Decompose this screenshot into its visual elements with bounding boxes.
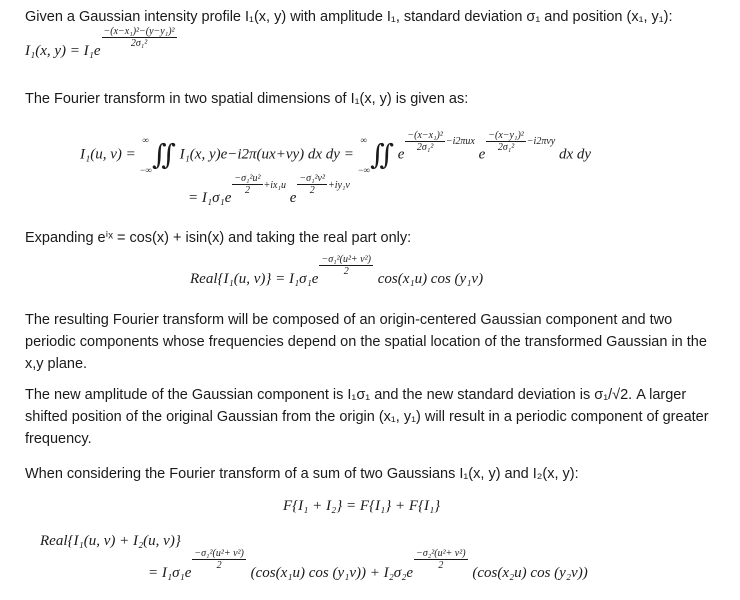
double-integral-icon-2: ∬	[370, 140, 394, 171]
intro-text: Given a Gaussian intensity profile I₁(x, y) with amplitude I₁, standard deviation σ₁ and position (x₁, y₁):	[25, 9, 673, 25]
equation-transform-result: = I₁σ₁e $\frac{\text{−σ₁²u²}}{2}$ $^{+ix_1u}$ e $\frac{\text{−σ₁²v²}}{2}$ $^{+iy_1v}$	[188, 173, 350, 206]
eq1-exponent: $\frac{\text{−(x−x₁)²−(y−y₁)²}}{\text{2σ₁²}}$	[103, 26, 175, 49]
eq2-integrand: I₁(x, y)e−i2π(ux+vy) dx dy =	[179, 146, 354, 163]
equation-sum-real-line1: Real{I₁(u, v) + I₂(u, v)}	[40, 533, 181, 549]
equation-sum-real-line2: = I₁σ₁e $\frac{\text{−σ₁²(u²+ v²)}}{2}$ (cos(x₁u) cos (y₁v)) + I₂σ₂e $\frac{\text{−σ₂²(u²+ v²)}}{2}$ (cos(x₂u) cos (y₂v))	[148, 548, 588, 581]
equation-real-part: Real{I₁(u, v)} = I₁σ₁e $\frac{\text{−σ₁²(u²+ v²)}}{2}$ cos(x₁u) cos (y₁v)	[190, 254, 484, 287]
fourier-transform-text: The Fourier transform in two spatial dimensions of I₁(x, y) is given as:	[25, 91, 469, 107]
equation-gaussian-profile	[25, 26, 178, 63]
eq1-lhs: I₁(x, y) = I₁e	[25, 42, 101, 59]
equation-linearity: F{I₁ + I₂} = F{I₁} + F{I₁}	[283, 498, 441, 514]
expanding-text: Expanding eⁱˣ = cos(x) + isin(x) and taking the real part only:	[25, 230, 412, 246]
integral-limits: ∞ −∞	[139, 135, 152, 175]
paragraph-sum-of-gaussians: When considering the Fourier transform of a sum of two Gaussians I₁(x, y) and I₂(x, y):	[25, 466, 579, 482]
double-integral-icon: ∬	[151, 140, 176, 171]
paragraph-resulting-transform: The resulting Fourier transform will be composed of an origin-centered Gaussian component and two periodic components whose frequencies depend on the spatial location of the transformed Gaussian in the x,y plane.	[25, 312, 707, 372]
equation-fourier-integral: I₁(u, v) = ∞ −∞∬ I₁(x, y)e−i2π(ux+vy) dx dy = ∞ −∞∬ e $\frac{\text{−(x−x₁)²}}{\text{2σ₁²}}$ $^{-i2\pi ux}$ e $\frac{\text{−(x−y₁)²}}{\text{2σ₁²}}$ $^{-i2\pi vy}$ dx dy	[80, 125, 591, 185]
integral-limits-2: ∞ −∞	[357, 135, 371, 175]
eq2-lhs: I₁(u, v) =	[80, 146, 136, 163]
paragraph-new-amplitude: The new amplitude of the Gaussian component is I₁σ₁ and the new standard deviation is σ₁/√2. A larger shifted position of the original Gaussian from the origin (x₁, y₁) will result in a periodic component of greater frequency.	[25, 387, 709, 447]
